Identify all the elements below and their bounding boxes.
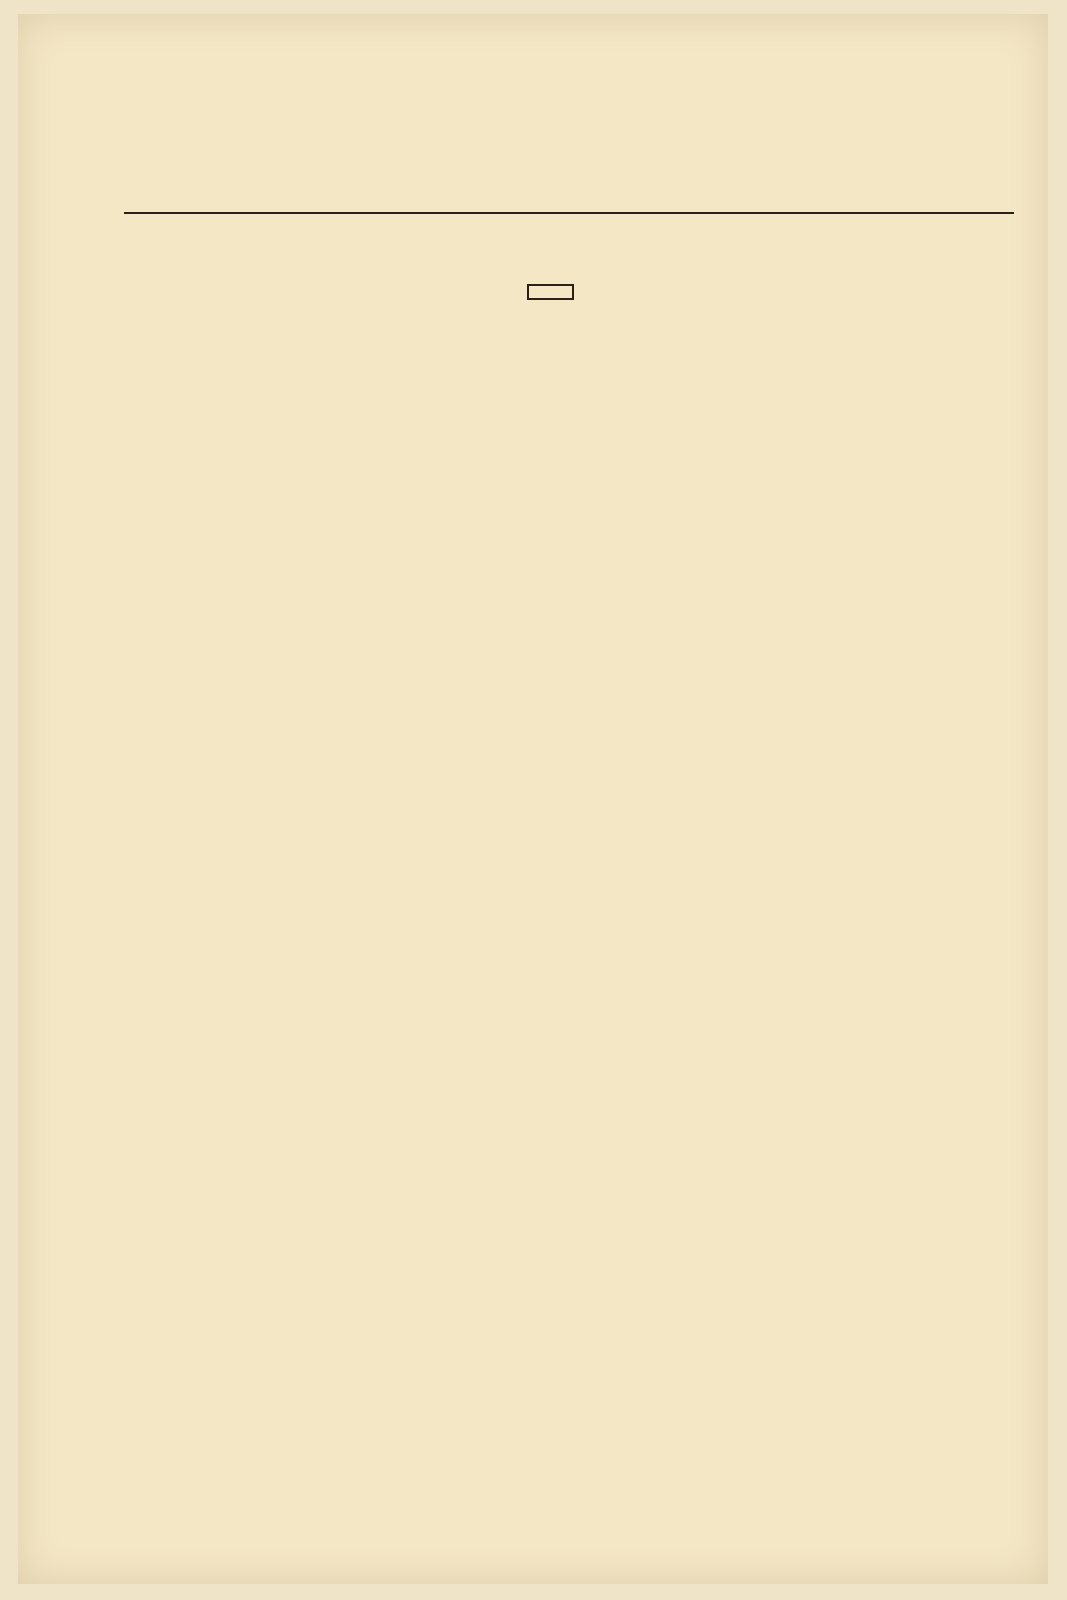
document-page — [18, 14, 1048, 1584]
margin-notes — [228, 92, 1008, 222]
source-label — [527, 284, 574, 300]
library-watermark — [488, 1164, 1048, 1464]
header-divider — [124, 212, 1014, 214]
